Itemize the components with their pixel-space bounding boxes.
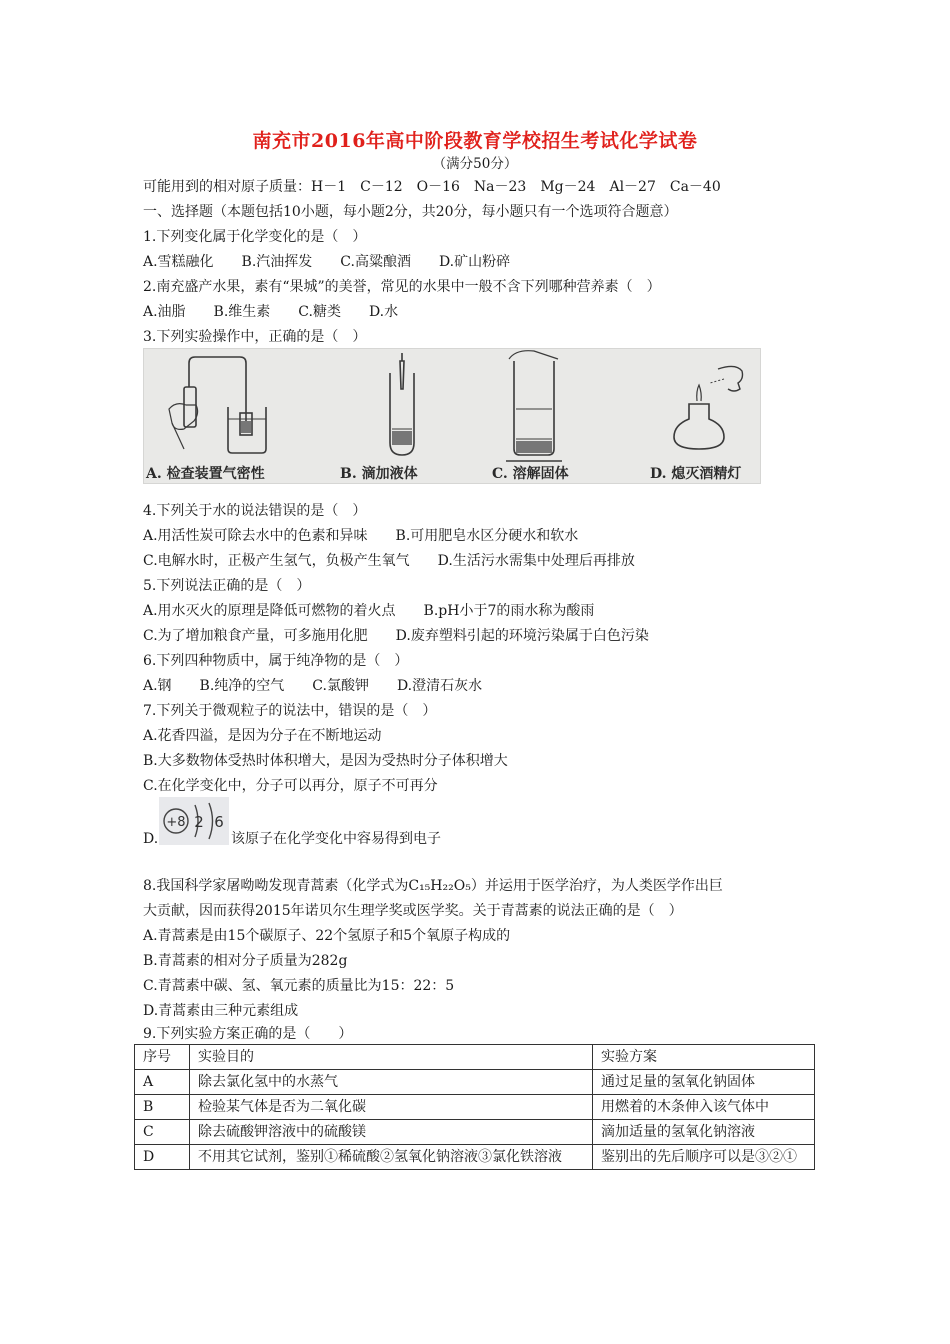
shell-2-electrons: 6 [214,813,224,831]
header-number: 序号 [135,1045,190,1070]
row-plan: 通过足量的氢氧化钠固体 [593,1070,815,1095]
q8-option-a: A.青蒿素是由15个碳原子、22个氢原子和5个氧原子构成的 [143,928,511,944]
q4-options-2: C.电解水时，正极产生氢气，负极产生氧气 D.生活污水需集中处理后再排放 [143,553,635,569]
q8-stem-2: 大贡献，因而获得2015年诺贝尔生理学奖或医学奖。关于青蒿素的说法正确的是（ ） [143,903,683,919]
table-row [135,1120,815,1145]
q1-options: A.雪糕融化 B.汽油挥发 C.高粱酿酒 D.矿山粉碎 [143,254,511,270]
q7-option-c: C.在化学变化中，分子可以再分，原子不可再分 [143,778,438,794]
q8-option-c: C.青蒿素中碳、氢、氧元素的质量比为15：22：5 [143,978,455,994]
caption-d: D. 熄灭酒精灯 [650,466,742,482]
table-row [135,1070,815,1095]
row-purpose: 检验某气体是否为二氧化碳 [190,1095,593,1120]
table-row [135,1095,815,1120]
row-plan: 滴加适量的氢氧化钠溶液 [593,1120,815,1145]
row-plan: 用燃着的木条伸入该气体中 [593,1095,815,1120]
atomic-masses: 可能用到的相对原子质量：H－1 C－12 O－16 Na－23 Mg－24 Al－27 Ca－40 [143,179,721,195]
table-row [135,1145,815,1170]
row-purpose: 除去氯化氢中的水蒸气 [190,1070,593,1095]
caption-c: C. 溶解固体 [492,466,569,482]
q5-options-2: C.为了增加粮食产量，可多施用化肥 D.废弃塑料引起的环境污染属于白色污染 [143,628,649,644]
q9-stem: 9.下列实验方案正确的是（ ） [143,1026,353,1042]
row-label: A [135,1070,190,1095]
q1-stem: 1.下列变化属于化学变化的是（ ） [143,229,367,245]
row-plan: 鉴别出的先后顺序可以是③②① [593,1145,815,1170]
q5-options-1: A.用水灭火的原理是降低可燃物的着火点 B.pH小于7的雨水称为酸雨 [143,603,595,619]
table-header-row [135,1045,815,1070]
q6-options: A.钢 B.纯净的空气 C.氯酸钾 D.澄清石灰水 [143,678,483,694]
q7-option-d-label: D. [143,831,159,847]
nucleus-charge: +8 [166,815,186,830]
exam-title: 南充市2016年高中阶段教育学校招生考试化学试卷 [252,130,698,152]
q3-stem: 3.下列实验操作中，正确的是（ ） [143,329,367,345]
q4-stem: 4.下列关于水的说法错误的是（ ） [143,503,367,519]
q8-option-d: D.青蒿素由三种元素组成 [143,1003,299,1019]
header-purpose: 实验目的 [190,1045,593,1070]
caption-b: B. 滴加液体 [340,466,418,482]
row-purpose: 除去硫酸钾溶液中的硫酸镁 [190,1120,593,1145]
header-plan: 实验方案 [593,1045,815,1070]
row-purpose: 不用其它试剂，鉴别①稀硫酸②氢氧化钠溶液③氯化铁溶液 [190,1145,593,1170]
q8-stem-1: 8.我国科学家屠呦呦发现青蒿素（化学式为C₁₅H₂₂O₅）并运用于医学治疗，为人类医学作出巨 [143,878,723,894]
row-label: B [135,1095,190,1120]
q5-stem: 5.下列说法正确的是（ ） [143,578,311,594]
section-heading: 一、选择题（本题包括10小题，每小题2分，共20分，每小题只有一个选项符合题意） [143,204,678,220]
exam-subtitle: （满分50分） [432,156,518,172]
atom-shells-drawing [159,797,229,845]
atom-structure-diagram [159,797,229,845]
q4-options-1: A.用活性炭可除去水中的色素和异味 B.可用肥皂水区分硬水和软水 [143,528,579,544]
row-label: C [135,1120,190,1145]
q7-option-a: A.花香四溢，是因为分子在不断地运动 [143,728,382,744]
q7-stem: 7.下列关于微观粒子的说法中，错误的是（ ） [143,703,437,719]
lab-operations-figure [143,348,761,484]
q7-option-d-text: 该原子在化学变化中容易得到电子 [231,831,441,847]
q7-option-b: B.大多数物体受热时体积增大，是因为受热时分子体积增大 [143,753,508,769]
row-label: D [135,1145,190,1170]
shell-1-electrons: 2 [194,813,204,831]
q8-option-b: B.青蒿素的相对分子质量为282g [143,953,348,969]
q6-stem: 6.下列四种物质中，属于纯净物的是（ ） [143,653,409,669]
caption-a: A. 检查装置气密性 [146,466,265,482]
q9-table [134,1044,815,1170]
q2-stem: 2.南充盛产水果，素有“果城”的美誉，常见的水果中一般不含下列哪种营养素（ ） [143,279,661,295]
q2-options: A.油脂 B.维生素 C.糖类 D.水 [143,304,399,320]
